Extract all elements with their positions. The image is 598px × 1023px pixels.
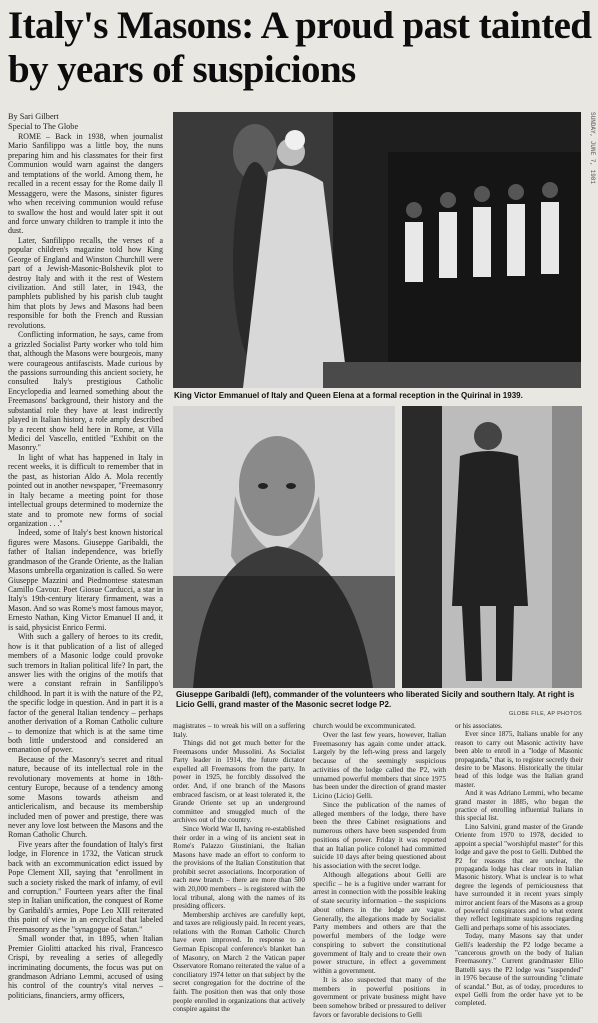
paragraph: In light of what has happened in Italy in recent weeks, it is difficult to remember that in the past, as historian Aldo A. Mola recently pointed out in another newspaper, "Freemasonry in Italy became a meeting point for those intellectual groups determined to modernize the state and to promote new forms of social organization . . ." xyxy=(8,452,163,528)
photo-gelli-image xyxy=(402,406,582,688)
paragraph: Lino Salvini, grand master of the Grande Oriente from 1970 to 1978, decided to appoint a special "worshipful master" for this lodge and gave the post to Gelli. Dubbed the P2 for reasons that are unclear, the propaganda lodge has clear roots in Italian Masonic history. What is unclear is to what degree the legends of perniciousness that have surrounded it in recent years simply mirror ancient fears of the Masons as a group of powerful conspirators and to what extent they reflect legitimate suspicions regarding Gelli and perhaps some of his associates. xyxy=(455,822,583,932)
photo-king-queen xyxy=(173,112,581,388)
paragraph: With such a gallery of heroes to its credit, how is it that publication of a list of alleged members of a Masonic lodge could provoke such tremors in Italian political life? In part, the answer lies with the origins of the motifs that were a constant refrain in Sanfilippo's childhood. In part it is with the nature of the P2, the specific lodge in question. And in part it is a factor of the general Italian tendency – perhaps another derivation of a Roman Catholic culture – to demonize that which is at the same time both little understood and considered an emanation of power. xyxy=(8,632,163,755)
paragraph: magistrates – to wreak his will on a suffering Italy. xyxy=(173,722,305,739)
paragraph: Small wonder that, in 1895, when Italian Premier Giolitti attacked his rival, Francesco Crispi, by revealing a series of allegedly incriminating documents, the focus was put on grandmason Adriano Lemmi, accused of using his control of the country's vital nerves – politicians, financiers, army officers, xyxy=(8,934,163,1000)
article-headline: Italy's Masons: A proud past tainted by years of suspicions xyxy=(8,4,592,91)
paragraph: Today, many Masons say that under Gelli's leadership the P2 lodge became a "cancerous growth on the body of Italian Freemasonry." Current grandmaster Ellio Battelli says the P2 lodge was "suspended" in 1976 because of the surrounding "climate of scandal." But, as of today, procedures to expel Gelli from the order have yet to be completed. xyxy=(455,932,583,1008)
photo-garibaldi xyxy=(173,406,395,688)
article-column-2 xyxy=(173,722,305,1020)
paragraph: It is also suspected that many of the members in powerful positions in government or private business might have been somehow bribed or pressured to deliver favors or favorable decisions to Gelli xyxy=(313,974,446,1019)
paragraph: ROME – Back in 1938, when journalist Mario Sanfilippo was a little boy, the nuns preparing him and his classmates for their first Communion would warn against the dangers and temptations of the world. Among them, he recalled in a recent essay for the Rome daily Il Messaggero, were the Masons, sinister figures who when receiving communion would refuse to swallow the host and would later spit it out and force unwary children to trample it into the dust. xyxy=(8,132,163,236)
paragraph: Over the last few years, however, Italian Freemasonry has again come under attack. Largely by the left-wing press and largely because of the seemingly suspicious activities of the lodge called the P2, with unnamed powerful members that since 1975 has been under the direction of grand master Licino (Licio) Gelli. xyxy=(313,729,446,800)
margin-date-stamp: SUNDAY, JUNE 7, 1981 xyxy=(589,112,596,185)
paragraph: Indeed, some of Italy's best known historical figures were Masons. Giuseppe Garibaldi, the father of Italian independence, was briefly grandmason of the Grande Oriente, as the Italian Masons umbrella organization is called. So were Giuseppe Mazzini and Piedmontese statesman Camillo Cavour. Poet Giosue Carducci, a star in Italy's 19th-century literary firmament, was a Mason. And so was Rome's most famous mayor, Ernesto Nathan, King Victor Emanuel II and, it is said, physicist Enrico Fermi. xyxy=(8,528,163,632)
paragraph: Although allegations about Gelli are specific – he is a fugitive under warrant for arrest in connection with the possible leaking of state security information – the suspicions about others in the lodge are vague. Generally, the allegations made by Socialist Party members and others are that the powerful members of the lodge were conspiring to subvert the constitutional government of Italy and to create their own power structure, in effect a government within a government. xyxy=(313,869,446,975)
paragraph: Since the publication of the names of alleged members of the lodge, there have been the three Cabinet resignations and numerous others have been suspended from positions of power. Friday it was reported that an Italian police colonel had committed suicide 10 days after being questioned about his association with the secret lodge. xyxy=(313,799,446,870)
paragraph: Five years after the foundation of Italy's first lodge, in Florence in 1732, the Vatican struck back with an excommunication edict issued by Pope Clement XII, saying that "enrollment in such a society risked the mark of infamy, of evil and corruption." Fourteen years after the final step in Italian unification, the conquest of Rome by Garibaldi's armies, Pope Leo XIII reiterated this point of view in an encyclical that labeled Freemasonry as the "synagogue of Satan." xyxy=(8,839,163,934)
paragraph: or his associates. xyxy=(455,722,503,730)
article-column-4 xyxy=(455,722,583,1020)
paragraph: Membership archives are carefully kept, and taxes are religiously paid. In recent years, relations with the Roman Catholic Church have even improved. In response to a German Episcopal conference's blanket ban of Masonry, on March 2 the Vatican paper Osservatore Romano reiterated the value of a conciliatory 1974 letter on that subject by the secret congregation for the doctrine of the faith. The position then was that only those people enrolled in organizations that actively conspire against the xyxy=(173,910,305,1014)
paragraph: Ever since 1875, Italians unable for any reason to carry out Masonic activity have been able to enroll in a "lodge of Masonic propaganda," that is, to register secretly their desire to be Masons. Historically the titular head of this lodge was the Italian grand master. xyxy=(455,730,583,789)
paragraph: Since World War II, having re-established their order in a wing of its ancient seat in Rome's Palazzo Giustiniani, the Italian Masons have made an effort to conform to the provisions of the Italian Constitution that prohibit secret associations. Incorporation of each new branch – there are more than 500 with 20,000 members – is registered with the local tribunal, along with the names of its presiding officers. xyxy=(173,824,305,911)
byline-source: Special to The Globe xyxy=(8,122,79,131)
paragraph: Things did not get much better for the Freemasons under Mussolini. As Socialist Party leader in 1914, the future dictator expelled all Freemasons from the party. In power in 1925, he forcibly dissolved the order. And, if one branch of the Masons embraced fascism, or at least tolerated it, the Grande Oriente set up an underground committee and smuggled much of the archives out of the country. xyxy=(173,739,305,825)
paragraph: Later, Sanfilippo recalls, the verses of a popular children's magazine told how King George of England and Winston Churchill were part of a Jewish-Masonic-Bolshevik plot to destroy Italy and with it the rest of Western civilization. And still later, in 1943, the pamphlets published by his parish club taught him that plots by Jews and Masons had been responsible for both the French and Russian revolutions. xyxy=(8,235,163,330)
photo-credit: GLOBE FILE, AP PHOTOS xyxy=(508,711,582,717)
byline-author: By Sari Gilbert xyxy=(8,112,59,121)
photo-garibaldi-image xyxy=(173,406,395,688)
photo-gelli xyxy=(402,406,582,688)
caption-garibaldi-gelli: Giuseppe Garibaldi (left), commander of the volunteers who liberated Sicily and southern Italy. At right is Licio Gelli, grand master of the Masonic secret lodge P2. xyxy=(176,690,575,709)
paragraph: And it was Adriano Lemmi, who became grand master in 1885, who began the practice of enrolling influential Italians in this special list. xyxy=(455,789,583,823)
caption-king-queen: King Victor Emmanuel of Italy and Queen Elena at a formal reception in the Quirinal in 1939. xyxy=(174,391,523,400)
paragraph: church would be excommunicated. xyxy=(313,722,416,730)
article-column-1 xyxy=(8,112,163,1020)
paragraph: Conflicting information, he says, came from a grizzled Socialist Party worker who told him that, although the Masons were bourgeois, many were courageous antifascists. Made curious by the passions surrounding this ancient society, he consulted Italy's prestigious Catholic Encyclopedia and learned something about the Freemasons' background, their history and the substantial role they have at least indirectly played in Italian history, a role amply described by a recent show held here in Rome, at Villa Medici del Vascello, entitled "Exhibit on the Masonry." xyxy=(8,330,163,453)
paragraph: Because of the Masonry's secret and ritual nature, because of its intellectual role in the revolutionary movements at home in 18th-century Europe, because of a tendency among some Masons towards atheism and anticlericalism, and because its membership included men of power and prestige, there was never any love lost between the Masons and the Roman Catholic Church. xyxy=(8,754,163,840)
photo-king-queen-image xyxy=(173,112,581,388)
article-column-3 xyxy=(313,722,446,1020)
